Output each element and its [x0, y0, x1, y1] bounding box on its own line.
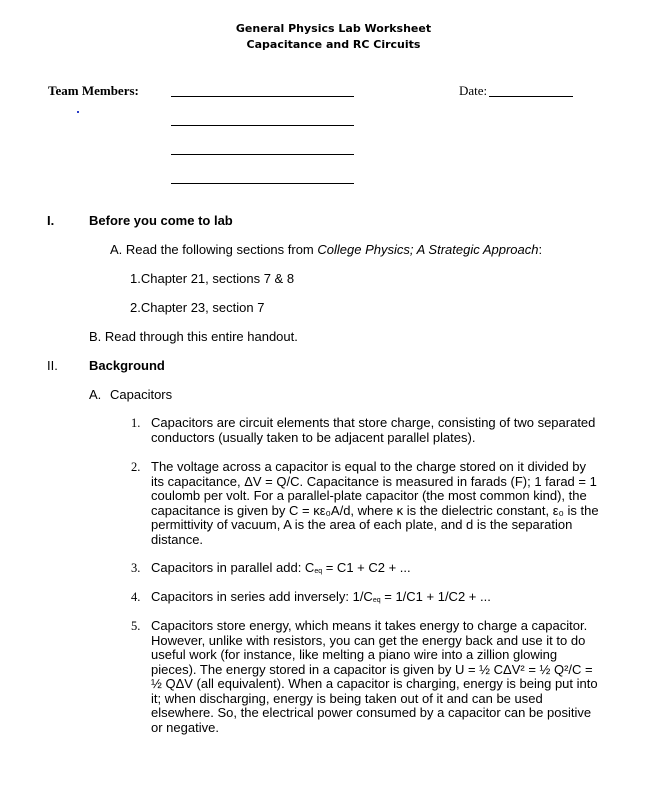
series-text: Capacitors in series add inversely: 1/C: [151, 589, 373, 604]
text-line: However, unlike with resistors, you can get the energy back and use it to do: [151, 632, 586, 648]
date-line[interactable]: [489, 96, 573, 97]
text-line: pieces). The energy stored in a capacitor is given by U = ½ CΔV² = ½ Q²/C =: [151, 661, 593, 677]
list-item-number: 3.: [131, 561, 141, 575]
list-item: [151, 590, 491, 609]
text-line: it; when discharging, energy is being taken out of it and can be used: [151, 690, 543, 706]
book-title: College Physics; A Strategic Approach: [317, 242, 539, 257]
text-line: elsewhere. So, the electrical power consumed by a capacitor can be positive: [151, 705, 592, 720]
list-item: [151, 619, 598, 735]
reading-1: 1.Chapter 21, sections 7 & 8: [130, 271, 295, 286]
text-line: permittivity of vacuum, A is the area of each plate, and d is the separation: [151, 517, 573, 532]
list-item: [151, 460, 599, 547]
date-label: Date:: [459, 83, 488, 98]
team-member-line-2[interactable]: [171, 125, 354, 126]
text-line: conductors (usually taken to be adjacent parallel plates).: [151, 429, 476, 445]
section-1-item-a: [110, 242, 542, 257]
subscript-eq: eq: [314, 568, 323, 575]
text-line: capacitance is given by C = κε₀A/d, where κ is the dielectric constant, ε₀ is the: [151, 502, 599, 518]
item-a-prefix: A. Read the following sections from: [110, 242, 318, 257]
list-item-number: 5.: [131, 619, 141, 633]
section-1-title: Before you come to lab: [89, 213, 233, 228]
text-line: Capacitors store energy, which means it takes energy to charge a capacitor.: [151, 618, 588, 633]
text-line: distance.: [151, 531, 204, 547]
text-line: its capacitance, ΔV = Q/C. Capacitance is measured in farads (F); 1 farad = 1: [151, 473, 597, 489]
subscript-eq: eq: [372, 597, 381, 604]
text-line: or negative.: [151, 719, 219, 735]
list-item-number: 1.: [131, 416, 141, 430]
reading-2: 2.Chapter 23, section 7: [130, 300, 265, 315]
text-line: ½ QΔV (all equivalent). When a capacitor is charging, energy is being put into: [151, 676, 598, 691]
item-a-suffix: :: [538, 242, 543, 257]
worksheet-title: General Physics Lab Worksheet: [235, 22, 432, 35]
team-member-line-1[interactable]: [171, 96, 354, 97]
text-line: coulomb per volt. For a parallel-plate capacitor (the most common kind), the: [151, 488, 587, 503]
team-member-line-4[interactable]: [171, 183, 354, 184]
section-1-item-b: B. Read through this entire handout.: [89, 329, 298, 344]
section-2-title: Background: [89, 358, 165, 373]
stray-dot: [77, 111, 79, 113]
team-member-line-3[interactable]: [171, 154, 354, 155]
worksheet-subtitle: Capacitance and RC Circuits: [246, 38, 421, 51]
team-members-label: Team Members:: [48, 83, 139, 98]
text-line: useful work (for instance, like melting a piano wire into a zillion glowing: [151, 647, 558, 662]
list-item: [151, 416, 595, 445]
list-item-number: 4.: [131, 590, 141, 604]
parallel-text: Capacitors in parallel add: C: [151, 560, 315, 575]
series-formula: = 1/C1 + 1/C2 + ...: [380, 589, 491, 604]
parallel-formula: = C1 + C2 + ...: [322, 560, 411, 575]
list-item-number: 2.: [131, 460, 141, 474]
subsection-a-title: Capacitors: [110, 387, 173, 402]
text-line: The voltage across a capacitor is equal to the charge stored on it divided by: [151, 459, 587, 474]
text-line: Capacitors are circuit elements that store charge, consisting of two separated: [151, 415, 596, 430]
list-item: [151, 561, 411, 580]
section-2-numeral: II.: [47, 358, 58, 373]
section-1-numeral: I.: [47, 213, 55, 228]
subsection-a-label: A.: [89, 387, 102, 402]
